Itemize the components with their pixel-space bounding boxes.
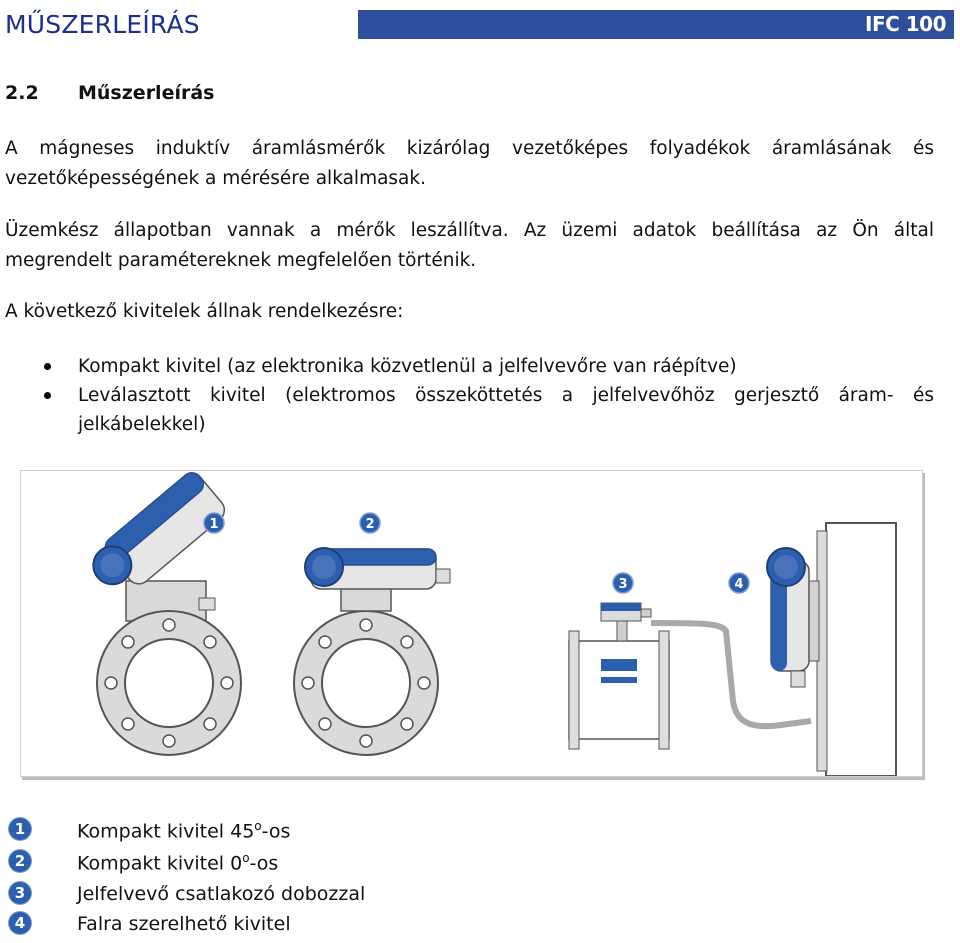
section-title: Műszerleírás — [78, 82, 215, 104]
legend-item: 1 Kompakt kivitel 45$^o$-os — [8, 817, 608, 847]
header-banner — [358, 10, 954, 39]
bullet-icon — [44, 363, 51, 370]
marker-3-label: 3 — [618, 577, 628, 592]
bullet-icon — [44, 392, 51, 399]
marker-1-label: 1 — [209, 517, 219, 532]
legend-item — [8, 881, 608, 911]
list-item-text: Leválasztott kivitel (elektromos összeköttetés a jelfelvevőhöz gerjesztő áram- és jelkábelekkel) — [78, 385, 934, 435]
device-illustration — [20, 470, 923, 777]
badge-1-icon: 1 — [8, 817, 32, 841]
paragraph-delivery: Üzemkész állapotban vannak a mérők leszállítva. Az üzemi adatok beállítása az Ön által megrendelt paramétereknek megfelelően történik. — [5, 220, 934, 271]
section-heading — [5, 82, 214, 104]
legend-text: Jelfelvevő csatlakozó dobozzal — [77, 883, 366, 905]
device-drawing — [21, 471, 922, 776]
badge-4-icon: 4 — [8, 911, 32, 935]
badge-2-icon: 2 — [8, 849, 32, 873]
legend-item: 2 Kompakt kivitel 0$^o$-os — [8, 849, 608, 879]
compact-0-device-icon — [294, 548, 450, 755]
legend-item — [8, 911, 608, 941]
product-name: IFC 100 — [865, 12, 946, 36]
paragraph-intro: A mágneses induktív áramlásmérők kizárólag vezetőképes folyadékok áramlásának és vezetőképességének a mérésére alkalmasak. — [5, 138, 934, 189]
page-header-title: MŰSZERLEÍRÁS — [5, 10, 200, 39]
badge-3-icon: 3 — [8, 881, 32, 905]
section-number: 2.2 — [5, 82, 39, 104]
legend-text: Falra szerelhető kivitel — [77, 913, 291, 935]
version-list — [5, 352, 934, 439]
marker-2-label: 2 — [365, 517, 375, 532]
list-item-text: Kompakt kivitel (az elektronika közvetlenül a jelfelvevőre van ráépítve) — [78, 356, 737, 377]
list-item — [5, 352, 934, 381]
wall-mount-device-icon — [767, 523, 896, 776]
legend-text: Kompakt kivitel 45 — [77, 820, 255, 843]
paragraph-versions: A következő kivitelek állnak rendelkezésre: — [5, 301, 404, 322]
list-item — [5, 381, 934, 439]
legend-text: Kompakt kivitel 0 — [77, 852, 243, 875]
marker-4-label: 4 — [734, 577, 744, 592]
